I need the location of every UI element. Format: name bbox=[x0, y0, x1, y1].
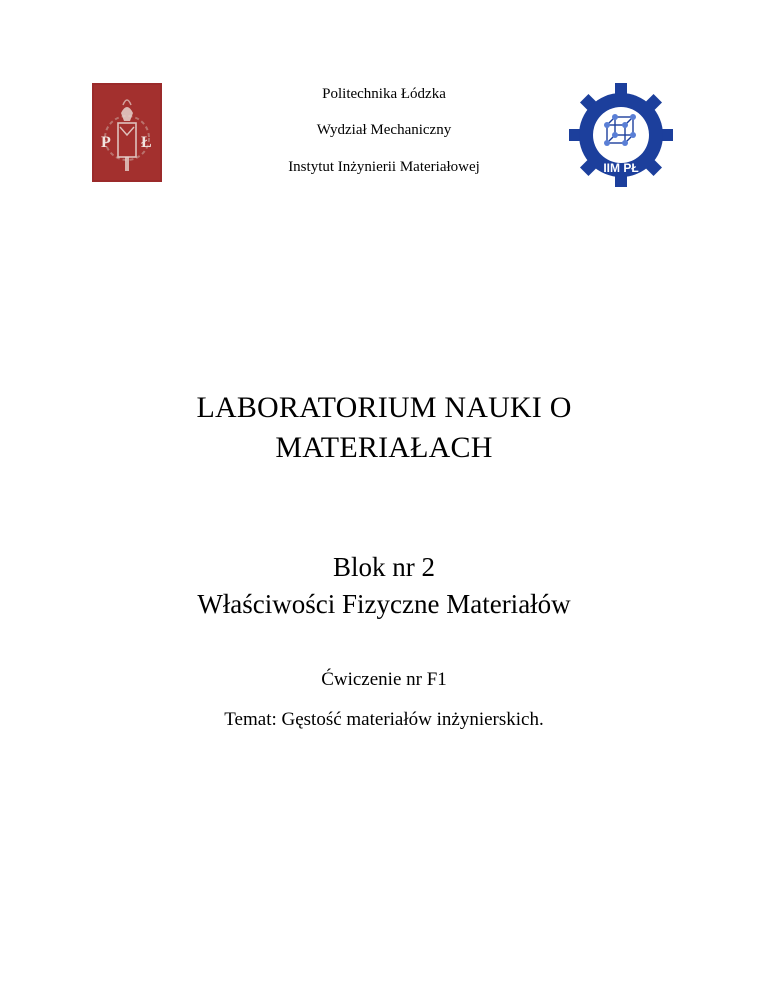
document-title-line-2: MATERIAŁACH bbox=[275, 431, 493, 464]
iimpl-logo-text: IIM PŁ bbox=[603, 161, 639, 175]
document-title-line-1: LABORATORIUM NAUKI O bbox=[196, 391, 572, 424]
block-number: Blok nr 2 bbox=[332, 552, 435, 582]
exercise-number: Ćwiczenie nr F1 bbox=[321, 669, 447, 690]
block-name: Właściwości Fizyczne Materiałów bbox=[197, 589, 571, 619]
pl-logo-letter-l: Ł bbox=[141, 134, 152, 151]
exercise-topic: Temat: Gęstość materiałów inżynierskich. bbox=[224, 709, 544, 730]
institute-name: Instytut Inżynierii Materiałowej bbox=[288, 159, 480, 175]
university-name: Politechnika Łódzka bbox=[322, 86, 446, 102]
pl-logo-letter-p: P bbox=[101, 134, 111, 151]
faculty-name: Wydział Mechaniczny bbox=[316, 122, 452, 138]
